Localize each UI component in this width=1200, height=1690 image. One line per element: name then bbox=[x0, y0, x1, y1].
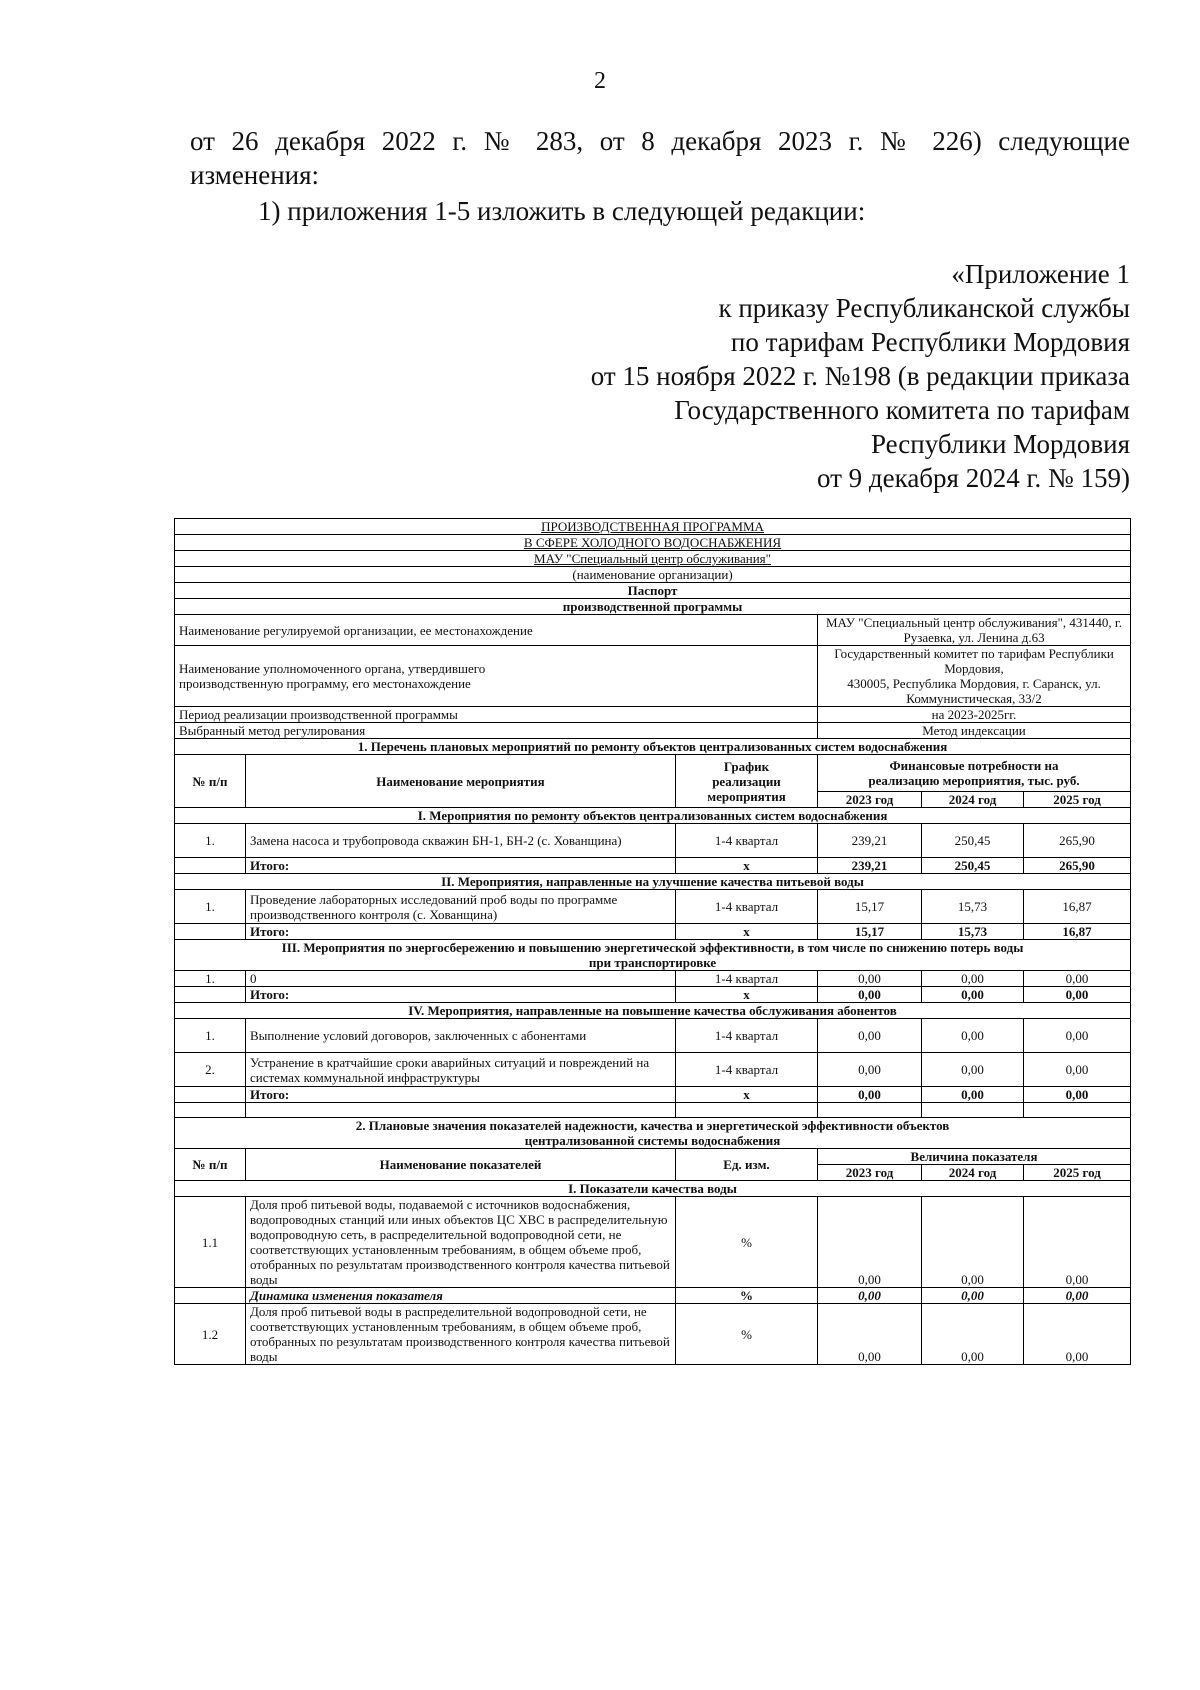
col-number-header: № п/п bbox=[175, 755, 246, 808]
total-value: 0,00 bbox=[818, 1087, 922, 1103]
row-number: 2. bbox=[175, 1053, 246, 1087]
passport-value-line: Мордовия, bbox=[944, 661, 1004, 676]
program-title: ПРОИЗВОДСТВЕННАЯ ПРОГРАММА bbox=[175, 519, 1131, 535]
row-value: 0,00 bbox=[1024, 1019, 1131, 1053]
group-title-line: при транспортировке bbox=[588, 955, 717, 970]
year-header: 2025 год bbox=[1024, 1165, 1131, 1181]
col-schedule-line: реализации bbox=[712, 773, 781, 789]
total-value: 250,45 bbox=[922, 858, 1024, 874]
table-row bbox=[175, 1197, 1131, 1288]
row-value: 0,00 bbox=[1024, 1197, 1131, 1288]
row-value: 16,87 bbox=[1024, 890, 1131, 924]
spacer-cell bbox=[246, 1103, 676, 1118]
total-row bbox=[175, 924, 1131, 940]
organization-name: МАУ "Специальный центр обслуживания" bbox=[175, 551, 1131, 567]
dynamics-label: Динамика изменения показателя bbox=[246, 1288, 676, 1304]
passport-row bbox=[175, 707, 1131, 723]
col-finance-header bbox=[818, 755, 1131, 792]
passport-label: Выбранный метод регулирования bbox=[175, 723, 818, 739]
year-header: 2024 год bbox=[922, 1165, 1024, 1181]
passport-value-line: Государственный комитет по тарифам Республики bbox=[834, 646, 1114, 661]
total-value: 0,00 bbox=[922, 1087, 1024, 1103]
passport-value-line: Рузаевка, ул. Ленина д.63 bbox=[903, 630, 1045, 645]
year-header: 2025 год bbox=[1024, 792, 1131, 808]
dynamics-unit: % bbox=[676, 1288, 818, 1304]
section-2-title bbox=[175, 1118, 1131, 1149]
spacer-row bbox=[175, 1103, 1131, 1118]
total-value: 239,21 bbox=[818, 858, 922, 874]
row-value: 0,00 bbox=[1024, 1304, 1131, 1365]
total-value: 0,00 bbox=[818, 987, 922, 1003]
col-value-header: Величина показателя bbox=[818, 1149, 1131, 1165]
section-2-header bbox=[175, 1149, 1131, 1165]
table-row bbox=[175, 971, 1131, 987]
section-2-title-line: 2. Плановые значения показателей надежности, качества и энергетической эффективности объектов bbox=[355, 1118, 950, 1133]
row-value: 0,00 bbox=[818, 1304, 922, 1365]
total-value: 265,90 bbox=[1024, 858, 1131, 874]
passport-value bbox=[818, 646, 1131, 707]
total-row bbox=[175, 987, 1131, 1003]
col-finance-line: реализацию мероприятия, тыс. руб. bbox=[868, 773, 1080, 788]
total-value: 15,17 bbox=[818, 924, 922, 940]
year-header: 2023 год bbox=[818, 792, 922, 808]
appendix-line: «Приложение 1 bbox=[951, 259, 1130, 289]
dynamics-value: 0,00 bbox=[922, 1288, 1024, 1304]
appendix-line: по тарифам Республики Мордовия bbox=[730, 327, 1130, 357]
row-number: 1. bbox=[175, 971, 246, 987]
row-unit: % bbox=[676, 1304, 818, 1365]
table-row bbox=[175, 1053, 1131, 1087]
appendix-header bbox=[591, 257, 1130, 495]
row-value: 0,00 bbox=[818, 1019, 922, 1053]
row-value: 0,00 bbox=[818, 971, 922, 987]
row-value: 265,90 bbox=[1024, 824, 1131, 858]
total-x: х bbox=[676, 858, 818, 874]
row-name: Доля проб питьевой воды в распределительной водопроводной сети, не соответствующих установленным требованиям, в общем объеме проб, отобранных по результатам производственного контроля качества питьевой воды bbox=[246, 1304, 676, 1365]
total-label: Итого: bbox=[246, 987, 676, 1003]
row-number: 1.1 bbox=[175, 1197, 246, 1288]
row-value: 0,00 bbox=[922, 1197, 1024, 1288]
row-name: Проведение лабораторных исследований проб воды по программе производственного контроля (с. Хованщина) bbox=[246, 890, 676, 924]
table-row bbox=[175, 824, 1131, 858]
total-x: х bbox=[676, 924, 818, 940]
program-subtitle: В СФЕРЕ ХОЛОДНОГО ВОДОСНАБЖЕНИЯ bbox=[175, 535, 1131, 551]
year-header: 2023 год bbox=[818, 1165, 922, 1181]
col-number-header: № п/п bbox=[175, 1149, 246, 1181]
total-value: 0,00 bbox=[922, 987, 1024, 1003]
total-x: х bbox=[676, 1087, 818, 1103]
spacer-cell bbox=[922, 1103, 1024, 1118]
spacer-cell bbox=[676, 1103, 818, 1118]
section-1-title: 1. Перечень плановых мероприятий по ремонту объектов централизованных систем водоснабжения bbox=[175, 739, 1131, 755]
col-unit-header: Ед. изм. bbox=[676, 1149, 818, 1181]
row-value: 250,45 bbox=[922, 824, 1024, 858]
row-value: 0,00 bbox=[818, 1197, 922, 1288]
group-title-line: III. Мероприятия по энергосбережению и повышению энергетической эффективности, в том числе по снижению потерь воды bbox=[281, 940, 1024, 955]
row-number: 1.2 bbox=[175, 1304, 246, 1365]
row-value: 0,00 bbox=[922, 1053, 1024, 1087]
appendix-line: Государственного комитета по тарифам bbox=[674, 395, 1130, 425]
section-1-header bbox=[175, 755, 1131, 792]
group-title bbox=[175, 940, 1131, 971]
passport-row bbox=[175, 723, 1131, 739]
dynamics-value: 0,00 bbox=[818, 1288, 922, 1304]
passport-value-line: МАУ "Специальный центр обслуживания", 431440, г. bbox=[826, 615, 1123, 630]
spacer-cell bbox=[175, 1103, 246, 1118]
total-blank bbox=[175, 858, 246, 874]
total-blank bbox=[175, 924, 246, 940]
row-number: 1. bbox=[175, 824, 246, 858]
group-title: I. Мероприятия по ремонту объектов централизованных систем водоснабжения bbox=[175, 808, 1131, 824]
col-schedule-line: График bbox=[723, 758, 770, 774]
col-schedule-line: мероприятия bbox=[707, 788, 786, 804]
production-program-table bbox=[174, 518, 1131, 1365]
row-value: 15,17 bbox=[818, 890, 922, 924]
total-value: 0,00 bbox=[1024, 987, 1131, 1003]
passport-label-line: Наименование уполномоченного органа, утвердившего bbox=[179, 661, 486, 676]
row-name: Устранение в кратчайшие сроки аварийных ситуаций и повреждений на системах коммунальной инфраструктуры bbox=[246, 1053, 676, 1087]
passport-label: Период реализации производственной программы bbox=[175, 707, 818, 723]
total-value: 0,00 bbox=[1024, 1087, 1131, 1103]
intro-text bbox=[190, 124, 1130, 228]
passport-value bbox=[818, 615, 1131, 646]
group-title: IV. Мероприятия, направленные на повышение качества обслуживания абонентов bbox=[175, 1003, 1131, 1019]
passport-subtitle: производственной программы bbox=[175, 599, 1131, 615]
col-indicator-header: Наименование показателей bbox=[246, 1149, 676, 1181]
row-value: 0,00 bbox=[922, 1304, 1024, 1365]
total-label: Итого: bbox=[246, 1087, 676, 1103]
spacer-cell bbox=[818, 1103, 922, 1118]
row-schedule: 1-4 квартал bbox=[676, 1053, 818, 1087]
year-header: 2024 год bbox=[922, 792, 1024, 808]
row-name: Замена насоса и трубопровода скважин БН-1, БН-2 (с. Хованщина) bbox=[246, 824, 676, 858]
row-value: 0,00 bbox=[1024, 971, 1131, 987]
total-value: 16,87 bbox=[1024, 924, 1131, 940]
appendix-line: Республики Мордовия bbox=[870, 429, 1130, 459]
intro-item-1: 1) приложения 1-5 изложить в следующей редакции: bbox=[258, 196, 866, 226]
total-row bbox=[175, 1087, 1131, 1103]
intro-line-2: изменения: bbox=[190, 160, 320, 190]
passport-title: Паспорт bbox=[175, 583, 1131, 599]
passport-row bbox=[175, 615, 1131, 646]
table-row bbox=[175, 890, 1131, 924]
group-title: II. Мероприятия, направленные на улучшение качества питьевой воды bbox=[175, 874, 1131, 890]
table-row bbox=[175, 1304, 1131, 1365]
total-x: х bbox=[676, 987, 818, 1003]
passport-row bbox=[175, 646, 1131, 707]
appendix-line: от 15 ноября 2022 г. №198 (в редакции приказа bbox=[590, 361, 1130, 391]
passport-value: на 2023-2025гг. bbox=[818, 707, 1131, 723]
col-name-header: Наименование мероприятия bbox=[246, 755, 676, 808]
row-number: 1. bbox=[175, 1019, 246, 1053]
row-schedule: 1-4 квартал bbox=[676, 1019, 818, 1053]
row-value: 0,00 bbox=[922, 971, 1024, 987]
page-number: 2 bbox=[594, 68, 606, 94]
group-title: I. Показатели качества воды bbox=[175, 1181, 1131, 1197]
total-row bbox=[175, 858, 1131, 874]
row-value: 0,00 bbox=[818, 1053, 922, 1087]
row-number: 1. bbox=[175, 890, 246, 924]
col-schedule-header bbox=[676, 755, 818, 808]
passport-value-line: 430005, Республика Мордовия, г. Саранск, ул. bbox=[847, 676, 1101, 691]
passport-value-line: Коммунистическая, 33/2 bbox=[906, 691, 1042, 706]
row-value: 239,21 bbox=[818, 824, 922, 858]
col-finance-line: Финансовые потребности на bbox=[889, 758, 1059, 773]
table-row bbox=[175, 1019, 1131, 1053]
row-schedule: 1-4 квартал bbox=[676, 824, 818, 858]
organization-caption: (наименование организации) bbox=[175, 567, 1131, 583]
passport-label: Наименование регулируемой организации, ее местонахождение bbox=[175, 615, 818, 646]
row-unit: % bbox=[676, 1197, 818, 1288]
total-blank bbox=[175, 987, 246, 1003]
dynamics-blank bbox=[175, 1288, 246, 1304]
section-2-title-line: централизованной системы водоснабжения bbox=[524, 1133, 781, 1148]
appendix-line: от 9 декабря 2024 г. № 159) bbox=[816, 463, 1130, 493]
total-blank bbox=[175, 1087, 246, 1103]
row-value: 0,00 bbox=[922, 1019, 1024, 1053]
passport-value: Метод индексации bbox=[818, 723, 1131, 739]
passport-label-line: производственную программу, его местонахождение bbox=[179, 676, 471, 691]
row-schedule: 1-4 квартал bbox=[676, 971, 818, 987]
row-name: 0 bbox=[246, 971, 676, 987]
dynamics-row bbox=[175, 1288, 1131, 1304]
spacer-cell bbox=[1024, 1103, 1131, 1118]
total-label: Итого: bbox=[246, 858, 676, 874]
row-name: Выполнение условий договоров, заключенных с абонентами bbox=[246, 1019, 676, 1053]
passport-label bbox=[175, 646, 818, 707]
row-value: 0,00 bbox=[1024, 1053, 1131, 1087]
total-value: 15,73 bbox=[922, 924, 1024, 940]
row-value: 15,73 bbox=[922, 890, 1024, 924]
dynamics-value: 0,00 bbox=[1024, 1288, 1131, 1304]
appendix-line: к приказу Республиканской службы bbox=[718, 293, 1130, 323]
row-name: Доля проб питьевой воды, подаваемой с источников водоснабжения, водопроводных станций или иных объектов ЦС ХВС в распределительную водопроводную сеть, в распределительной водопроводной сети, не соответствующих установленным требованиям, в общем объеме проб, отобранных по результатам производственного контроля качества питьевой воды bbox=[246, 1197, 676, 1288]
total-label: Итого: bbox=[246, 924, 676, 940]
row-schedule: 1-4 квартал bbox=[676, 890, 818, 924]
intro-line-1: от 26 декабря 2022 г. № 283, от 8 декабря 2023 г. № 226) следующие bbox=[190, 126, 1130, 156]
